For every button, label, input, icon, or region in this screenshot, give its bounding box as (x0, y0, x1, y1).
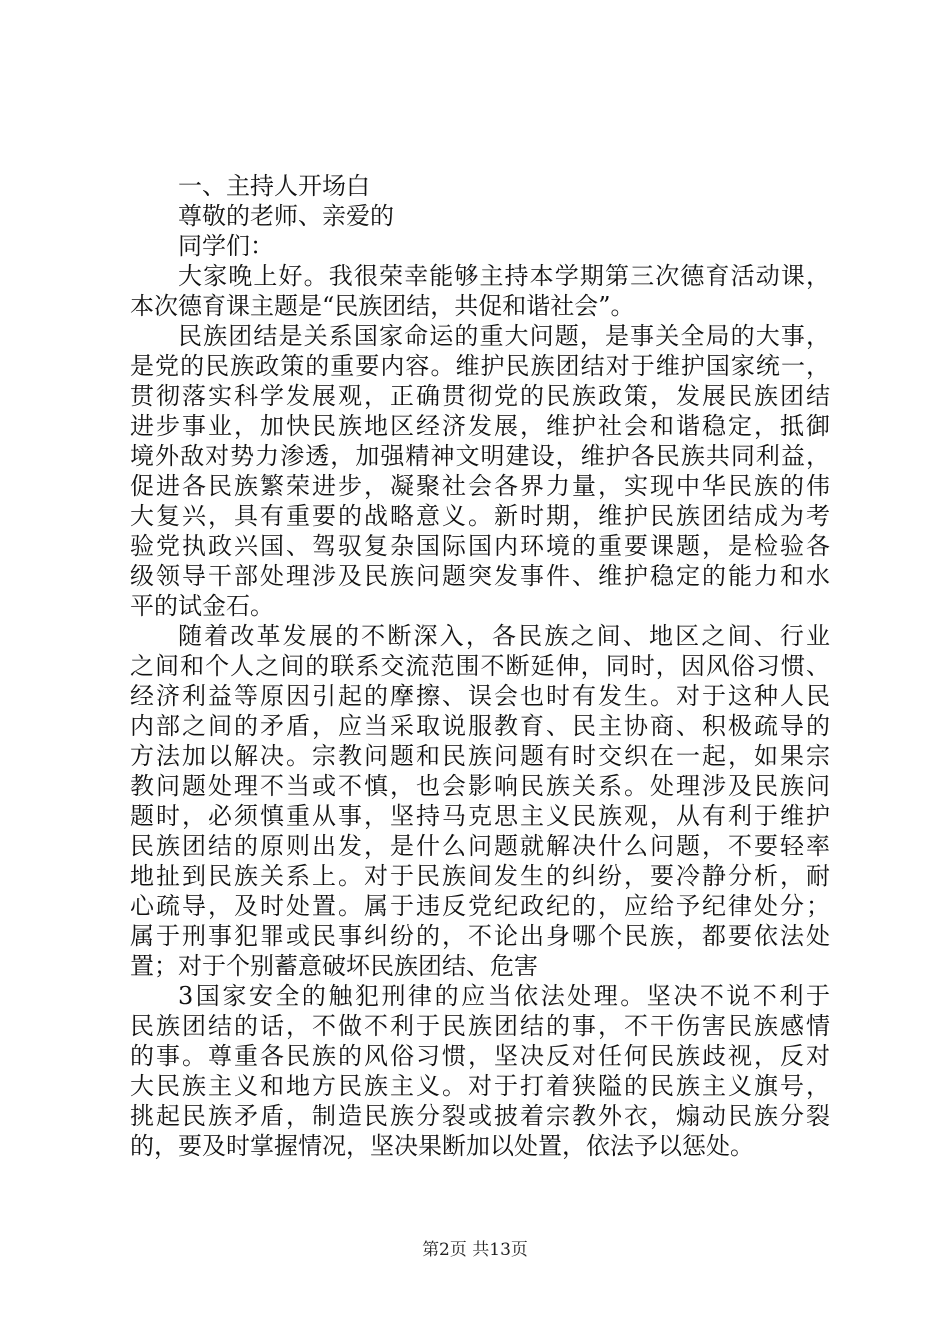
paragraph-line: 内部之间的矛盾，应当采取说服教育、民主协商、积极疏导的 (130, 712, 830, 740)
paragraph-line: 是党的民族政策的重要内容。维护民族团结对于维护国家统一， (130, 352, 830, 380)
paragraph-line: 大家晚上好。我很荣幸能够主持本学期第三次德育活动课， (178, 262, 830, 290)
salutation-line: 尊敬的老师、亲爱的 (178, 202, 394, 230)
paragraph-line: 促进各民族繁荣进步，凝聚社会各界力量，实现中华民族的伟 (130, 472, 830, 500)
section-heading: 一、主持人开场白 (178, 172, 370, 200)
paragraph-line: 平的试金石。 (130, 592, 274, 620)
page-number-footer: 第2页 共13页 (422, 1240, 528, 1260)
paragraph-line: 民族团结的原则出发，是什么问题就解决什么问题，不要轻率 (130, 832, 830, 860)
paragraph-line: 3国家安全的触犯刑律的应当依法处理。坚决不说不利于 (178, 982, 830, 1010)
paragraph-line: 经济利益等原因引起的摩擦、误会也时有发生。对于这种人民 (130, 682, 830, 710)
paragraph-line: 的，要及时掌握情况，坚决果断加以处置，依法予以惩处。 (130, 1132, 754, 1160)
paragraph-line: 属于刑事犯罪或民事纠纷的，不论出身哪个民族，都要依法处 (130, 922, 830, 950)
paragraph-line: 级领导干部处理涉及民族问题突发事件、维护稳定的能力和水 (130, 562, 830, 590)
paragraph-line: 之间和个人之间的联系交流范围不断延伸，同时，因风俗习惯、 (130, 652, 830, 680)
paragraph-line: 随着改革发展的不断深入，各民族之间、地区之间、行业 (178, 622, 830, 650)
paragraph-line: 贯彻落实科学发展观，正确贯彻党的民族政策，发展民族团结 (130, 382, 830, 410)
paragraph-line: 方法加以解决。宗教问题和民族问题有时交织在一起，如果宗 (130, 742, 830, 770)
paragraph-line: 民族团结是关系国家命运的重大问题，是事关全局的大事， (178, 322, 830, 350)
paragraph-line: 民族团结的话，不做不利于民族团结的事，不干伤害民族感情 (130, 1012, 830, 1040)
paragraph-line: 置；对于个别蓄意破坏民族团结、危害 (130, 952, 538, 980)
paragraph-line: 进步事业，加快民族地区经济发展，维护社会和谐稳定，抵御 (130, 412, 830, 440)
paragraph-line: 的事。尊重各民族的风俗习惯，坚决反对任何民族歧视，反对 (130, 1042, 830, 1070)
paragraph-line: 本次德育课主题是“民族团结，共促和谐社会”。 (130, 292, 635, 320)
paragraph-line: 地扯到民族关系上。对于民族间发生的纠纷，要冷静分析，耐 (130, 862, 830, 890)
paragraph-line: 题时，必须慎重从事，坚持马克思主义民族观，从有利于维护 (130, 802, 830, 830)
paragraph-line: 教问题处理不当或不慎，也会影响民族关系。处理涉及民族问 (130, 772, 830, 800)
paragraph-line: 大复兴，具有重要的战略意义。新时期，维护民族团结成为考 (130, 502, 830, 530)
paragraph-line: 验党执政兴国、驾驭复杂国际国内环境的重要课题，是检验各 (130, 532, 830, 560)
paragraph-line: 挑起民族矛盾，制造民族分裂或披着宗教外衣，煽动民族分裂 (130, 1102, 830, 1130)
salutation-line: 同学们： (178, 232, 274, 260)
paragraph-line: 心疏导，及时处置。属于违反党纪政纪的，应给予纪律处分； (130, 892, 830, 920)
paragraph-line: 境外敌对势力渗透，加强精神文明建设，维护各民族共同利益， (130, 442, 830, 470)
paragraph-line: 大民族主义和地方民族主义。对于打着狭隘的民族主义旗号， (130, 1072, 830, 1100)
